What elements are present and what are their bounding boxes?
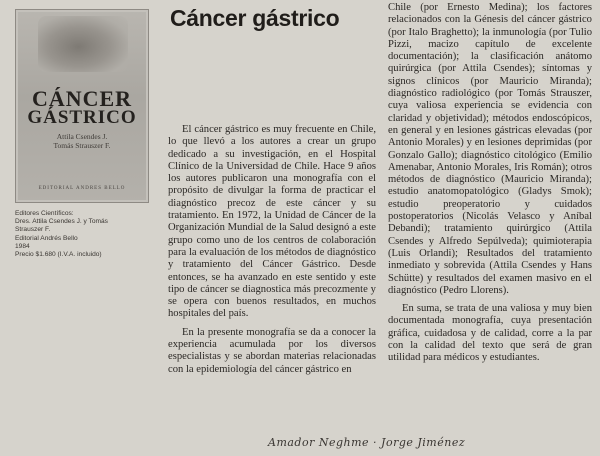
text-line: con el propósito de divulgar la forma de [168, 173, 376, 197]
book-info-line: Strauszer F. [15, 226, 51, 234]
text-line: de calidad, corre a la par con la calidad [388, 327, 592, 352]
text-line: en Chile, lo que llevó a los autores a [168, 124, 376, 148]
text-line: En la presente monografía se da a [182, 326, 329, 338]
text-line: Mundial de la Salud designó a este [227, 222, 376, 234]
text-line: postoperatorios (Nicolás Velasco y [388, 211, 555, 223]
text-line: clasificación anátomo quirúrgica (por [388, 51, 593, 75]
cover-photo-image [38, 16, 128, 72]
text-line: Gonzalo Gallo); diagnóstico citológico [388, 149, 556, 161]
text-line: la Universidad de Chile. Hace 9 años [215, 160, 376, 172]
text-line: grupo como uno de los centros de [168, 234, 318, 246]
text-line: (Attila Csendes y Hans Schütte) y [388, 260, 592, 284]
paragraph-contents [388, 2, 592, 297]
text-line: país. [228, 308, 249, 320]
text-line: materias relacionadas con la [168, 351, 376, 375]
text-line: Attila Csendes); síntomas y signos [388, 63, 592, 87]
text-line: los diversos especialistas y se abordan [168, 339, 376, 363]
text-line: En suma, se trata de una valiosa y [402, 303, 549, 315]
text-line: diagnóstico (Pedro Llorens). [388, 284, 509, 296]
text-line: del tratamiento inmediato y sobrevida [388, 247, 592, 272]
paragraph-monograph [168, 327, 376, 376]
text-line: Morales) y en lesiones deprimidas (por [425, 137, 592, 149]
cover-authors [16, 132, 148, 150]
text-line: tipo de cáncer se diagnostica más [168, 283, 311, 295]
book-info-line: Editores Científicos: [15, 210, 74, 217]
text-line: Iris Román); otros métodos de [388, 161, 592, 186]
text-line: Aníbal Debandi); tratamiento quirúrgico [388, 211, 592, 235]
cover-title-line-1: CÁNCER [31, 86, 133, 111]
text-line: precozmente y se opera con buenos [168, 283, 376, 308]
text-line: capítulo de excelente documentación); la [388, 38, 592, 63]
cover-author-1: Attila Csendes J. [56, 132, 108, 141]
text-line: epidemiología del cáncer gástrico en [196, 363, 352, 375]
text-line: métodos de diagnóstico y tratamiento [168, 246, 376, 271]
text-line: Chile (por Ernesto Medina); los factores [388, 2, 592, 13]
text-line: inmunología (por Tulio Pizzi, macizo [388, 26, 592, 50]
text-line: (Attila Csendes y Alfredo Sepúlveda); [388, 223, 592, 247]
text-line: clínicos (por Mauricio Miranda); [426, 75, 592, 87]
text-line: estudio preoperatorio y cuidados [388, 198, 592, 210]
book-info-line: 1984 [15, 242, 30, 250]
cover-author-2: Tomás Strauszer F. [53, 141, 111, 150]
text-line: los autores publicaron una monografía [168, 173, 343, 185]
text-line: diagnóstico radiológico (por Tomás [388, 88, 546, 100]
text-line: lesiones gástricas elevadas (por Antonio [388, 124, 592, 149]
text-line: muy bien documentada monografía, [388, 303, 592, 327]
text-line: cuya presentación gráfica, cuidadosa y [388, 315, 592, 339]
paragraph-intro [168, 124, 376, 321]
text-line: Unidad de Cáncer de la Organización [168, 210, 377, 234]
book-info [15, 210, 155, 259]
text-line: El cáncer gástrico es muy frecuente [182, 124, 335, 135]
text-line: anatomopatológico (Gladys Smok); [427, 186, 592, 198]
cover-publisher: EDITORIAL ANDRES BELLO [38, 186, 126, 191]
text-line: crear un grupo dedicado a su [168, 136, 377, 160]
text-line: resultados, en muchos hospitales del [168, 296, 376, 320]
text-line: médicos y estudiantes. [443, 352, 540, 364]
book-cover [15, 9, 149, 203]
text-line: relacionados con la Génesis del cáncer [388, 14, 556, 26]
text-line: quimioterapia (Luis Orlandi); Resultados [388, 235, 592, 259]
text-line: resultados del examen masivo en el [436, 272, 592, 284]
paragraph-conclusion [388, 303, 592, 364]
book-info-line: Editorial Andrés Bello [15, 234, 78, 242]
article-column-middle [168, 124, 376, 376]
text-line: (Emilio Amenabar, Antonio Morales, [388, 149, 593, 173]
text-line: evidencia con claridad y objetividad); [388, 100, 592, 124]
text-line: practicar el diagnóstico precoz de este [168, 185, 376, 209]
text-line: conocer la experiencia acumulada por [168, 326, 376, 351]
text-line: métodos endoscópicos, en general y en [388, 112, 592, 136]
book-info-line: Dres. Attila Csendes J. y Tomás [15, 218, 108, 226]
article-title: Cáncer gástrico [170, 5, 340, 31]
text-line: Strauszer, cuya valiosa experiencia se [388, 88, 592, 112]
article-column-right [388, 2, 592, 365]
text-line: diagnóstico (Mauricio Miranda); estudio [388, 174, 592, 198]
text-line: del texto que será de gran utilidad para [388, 340, 593, 364]
handwritten-signature: Amador Neghme · Jorge Jiménez [268, 436, 466, 449]
text-line: se ha avanzado en este sentido y este [211, 271, 376, 283]
text-line: colaboración para la evaluación de los [168, 234, 376, 258]
text-line: investigación, en el Hospital Clínico de [168, 148, 377, 172]
text-line: cáncer y su tratamiento. En 1972, la [168, 197, 377, 222]
text-line: del Cáncer Gástrico. Desde entonces, [168, 259, 377, 283]
book-info-line: Precio $1.680 (I.V.A. incluido) [15, 251, 102, 259]
cover-title-line-2: GÁSTRICO [27, 107, 137, 128]
text-line: gástrico (por Italo Braghetto); la [388, 14, 592, 38]
